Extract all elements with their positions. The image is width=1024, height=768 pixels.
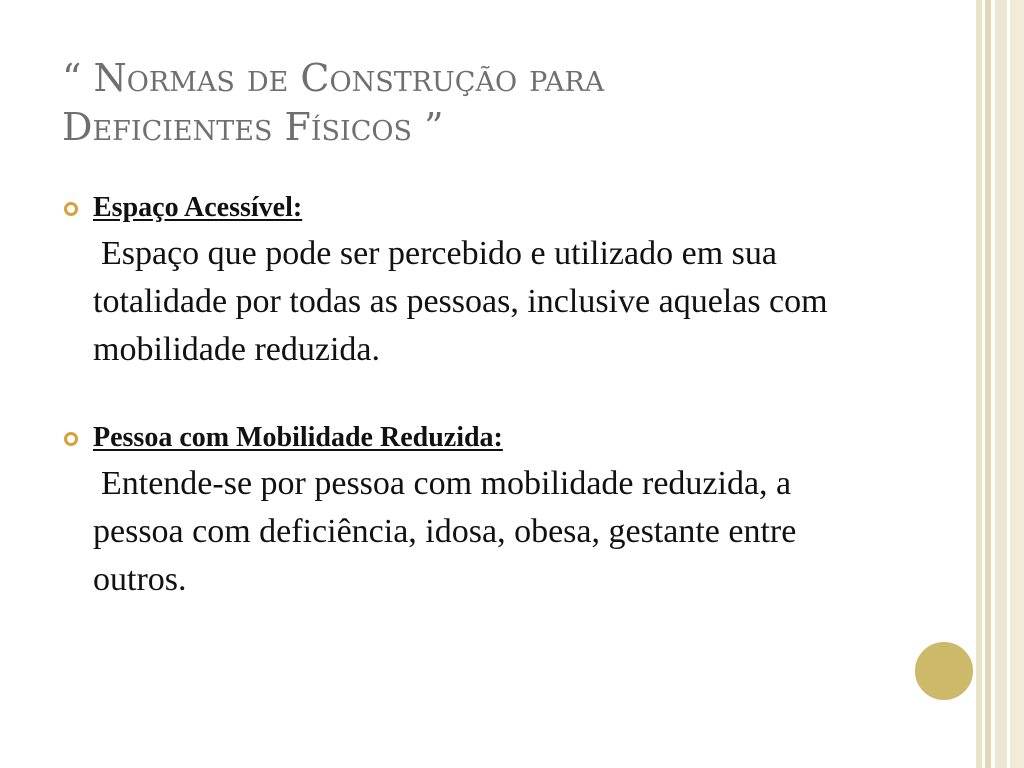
bullet-item xyxy=(62,420,862,604)
slide-title-line-2: Deficientes Físicos ” xyxy=(62,105,444,149)
bullet-text: Espaço que pode ser percebido e utilizado em sua totalidade por todas as pessoas, inclusive aquelas com mobilidade reduzida. xyxy=(93,235,828,368)
bullet-heading: Espaço Acessível: xyxy=(93,192,303,223)
decorative-circle xyxy=(913,640,975,702)
bullet-text: Entende-se por pessoa com mobilidade reduzida, a pessoa com deficiência, idosa, obesa, gestante entre outros. xyxy=(93,465,797,598)
bullet-ring-icon xyxy=(64,202,78,216)
decorative-border-stripe xyxy=(995,0,1007,768)
slide-title-line-1: “ Normas de Construção para xyxy=(62,56,605,100)
bullet-item xyxy=(62,190,862,374)
bullet-list xyxy=(62,190,862,604)
decorative-border-stripe xyxy=(1010,0,1024,768)
slide-title xyxy=(62,54,842,152)
bullet-ring-icon xyxy=(64,432,78,446)
bullet-heading: Pessoa com Mobilidade Reduzida: xyxy=(93,422,503,453)
